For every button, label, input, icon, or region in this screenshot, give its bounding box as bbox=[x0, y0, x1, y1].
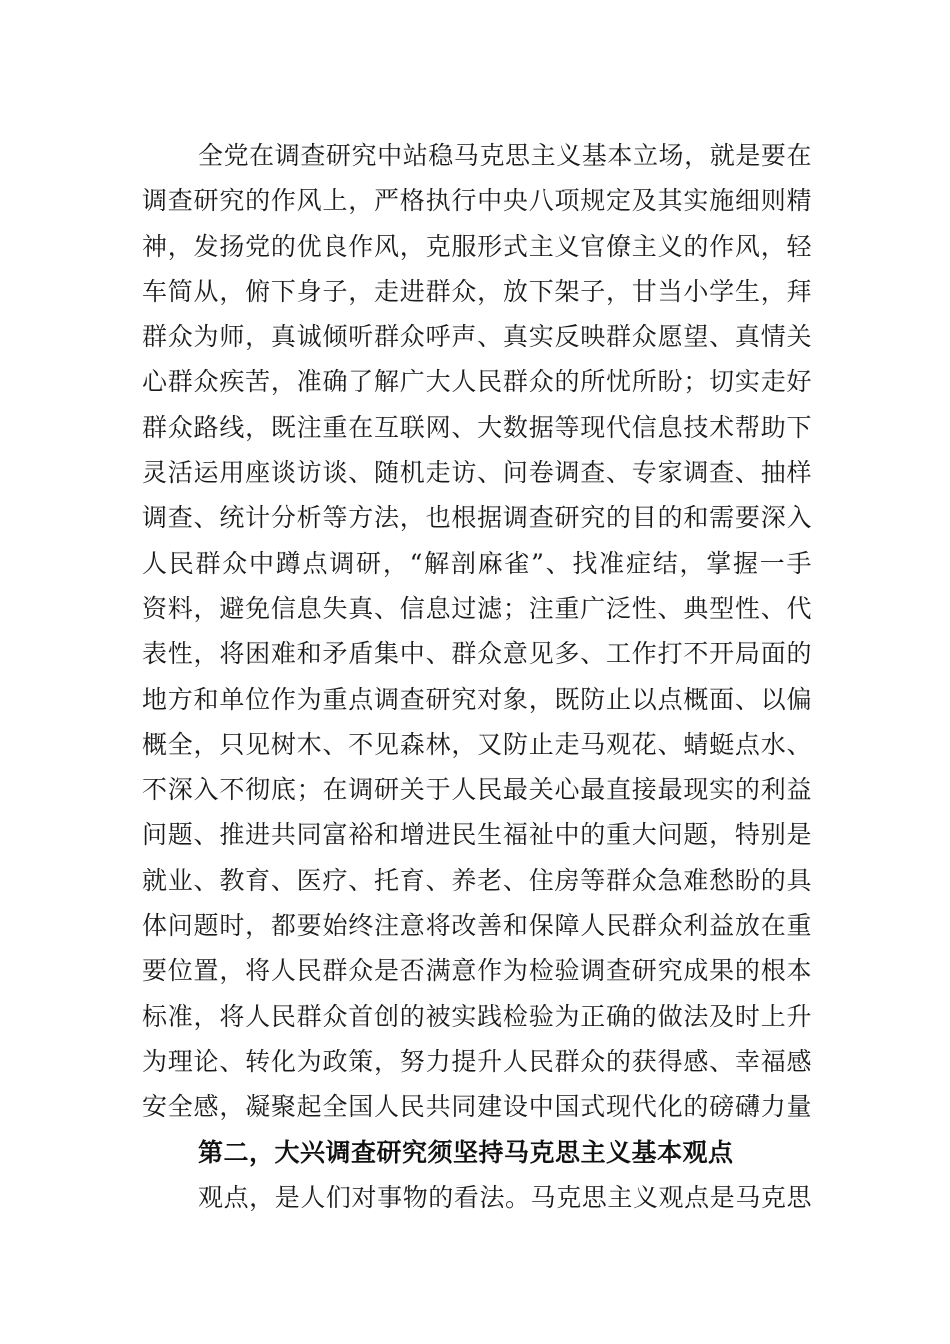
paragraph-line: 群众为师，真诚倾听群众呼声、真实反映群众愿望、真情关 bbox=[142, 322, 812, 352]
paragraph-viewpoint bbox=[142, 1175, 812, 1220]
paragraph-line: 灵活运用座谈访谈、随机走访、问卷调查、专家调查、抽样 bbox=[142, 458, 812, 488]
paragraph-line: 人民群众中蹲点调研，“解剖麻雀”、找准症结，掌握一手 bbox=[142, 548, 812, 578]
paragraph-line: 车简从，俯下身子，走进群众，放下架子，甘当小学生，拜 bbox=[142, 276, 812, 306]
paragraph-line: 调查、统计分析等方法，也根据调查研究的目的和需要深入 bbox=[142, 503, 812, 533]
paragraph-line: 表性，将困难和矛盾集中、群众意见多、工作打不开局面的 bbox=[142, 639, 812, 669]
paragraph-line: 概全，只见树木、不见森林，又防止走马观花、蜻蜓点水、 bbox=[142, 729, 812, 759]
paragraph-line: 调查研究的作风上，严格执行中央八项规定及其实施细则精 bbox=[142, 186, 812, 216]
paragraph-line: 心群众疾苦，准确了解广大人民群众的所忧所盼；切实走好 bbox=[142, 367, 812, 397]
paragraph-line: 不深入不彻底；在调研关于人民最关心最直接最现实的利益 bbox=[142, 775, 812, 805]
paragraph-line: 地方和单位作为重点调查研究对象，既防止以点概面、以偏 bbox=[142, 684, 812, 714]
paragraph-line: 资料，避免信息失真、信息过滤；注重广泛性、典型性、代 bbox=[142, 593, 812, 623]
paragraph-line: 群众路线，既注重在互联网、大数据等现代信息技术帮助下 bbox=[142, 412, 812, 442]
paragraph-line: 体问题时，都要始终注意将改善和保障人民群众利益放在重 bbox=[142, 911, 812, 941]
paragraph-line: 观点，是人们对事物的看法。马克思主义观点是马克思 bbox=[198, 1182, 812, 1212]
paragraph-line: 为理论、转化为政策，努力提升人民群众的获得感、幸福感 bbox=[142, 1046, 812, 1076]
paragraph-line: 就业、教育、医疗、托育、养老、住房等群众急难愁盼的具 bbox=[142, 865, 812, 895]
document-body bbox=[142, 133, 812, 1220]
paragraph-standpoint bbox=[142, 133, 812, 1130]
paragraph-line: 问题、推进共同富裕和增进民生福祉中的重大问题，特别是 bbox=[142, 820, 812, 850]
paragraph-line: 全党在调查研究中站稳马克思主义基本立场，就是要在 bbox=[198, 141, 812, 170]
paragraph-line: 神，发扬党的优良作风，克服形式主义官僚主义的作风，轻 bbox=[142, 231, 812, 261]
paragraph-line: 安全感，凝聚起全国人民共同建设中国式现代化的磅礴力量 bbox=[142, 1092, 812, 1122]
paragraph-line: 标准，将人民群众首创的被实践检验为正确的做法及时上升 bbox=[142, 1001, 812, 1031]
section-heading: 第二，大兴调查研究须坚持马克思主义基本观点 bbox=[198, 1137, 734, 1167]
paragraph-line: 要位置，将人民群众是否满意作为检验调查研究成果的根本 bbox=[142, 956, 812, 986]
